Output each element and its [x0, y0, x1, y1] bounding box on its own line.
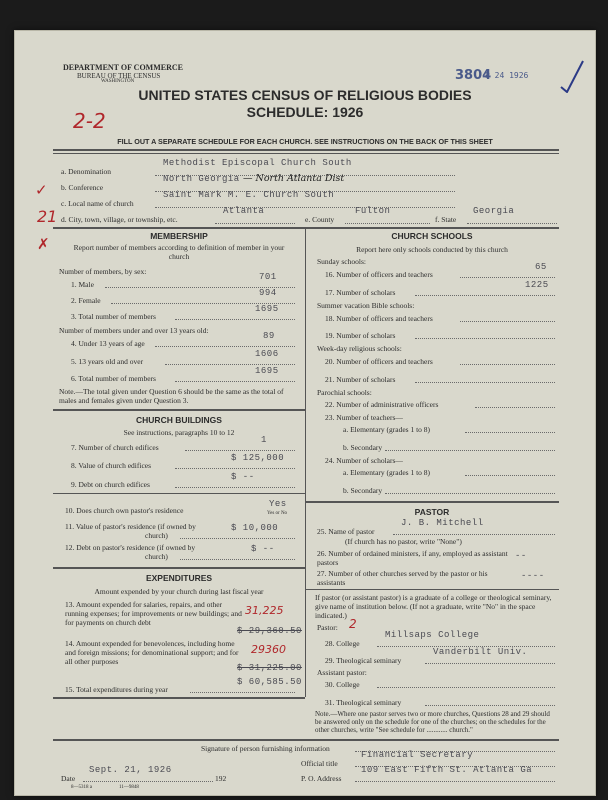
pastor-name-label: 25. Name of pastor	[317, 527, 375, 536]
official-title-label: Official title	[301, 759, 338, 768]
denomination-value: Methodist Episcopal Church South	[163, 158, 352, 168]
female-value: 994	[259, 288, 277, 298]
weekday-officers-label: 20. Number of officers and teachers	[325, 357, 433, 366]
city-field-label: d. City, town, village, or township, etc.	[61, 215, 178, 224]
sunday-officers-label: 16. Number of officers and teachers	[325, 270, 433, 279]
date-label: Date	[61, 774, 76, 783]
members-by-sex-label: Number of members, by sex:	[59, 267, 147, 276]
owns-residence-label: 10. Does church own pastor's residence	[65, 506, 184, 515]
residence-debt-label: 12. Debt on pastor's residence (if owned by	[65, 543, 196, 552]
under-13-label: 4. Under 13 years of age	[71, 339, 145, 348]
schools-intro: Report here only schools conducted by this church	[356, 245, 508, 254]
city-field-value: Atlanta	[223, 206, 265, 216]
buildings-sub: See instructions, paragraphs 10 to 12	[123, 428, 235, 437]
city-label: WASHINGTON	[101, 79, 135, 84]
instruction-line: FILL OUT A SEPARATE SCHEDULE FOR EACH CHURCH. SEE INSTRUCTIONS ON THE BACK OF THIS SHEET	[117, 137, 493, 146]
date-value: Sept. 21, 1926	[89, 765, 172, 775]
pastor-heading: PASTOR	[414, 507, 450, 517]
bureau-label: BUREAU OF THE CENSUS	[77, 72, 161, 80]
receipt-stamp-number: 3804	[455, 68, 492, 83]
handwritten-code: 2-2	[73, 109, 106, 133]
church-name-label: c. Local name of church	[61, 199, 134, 208]
other-churches-label: 27. Number of other churches served by the pastor or his assistants	[317, 569, 488, 587]
summer-schools-label: Summer vacation Bible schools:	[317, 301, 415, 310]
sunday-scholars-value: 1225	[525, 280, 549, 290]
running-expenses-value: $ 29,360.50	[237, 626, 302, 636]
edifices-label: 7. Number of church edifices	[71, 443, 159, 452]
edifice-debt-label: 9. Debt on church edifices	[71, 480, 150, 489]
receipt-stamp-date: P 24 1926	[485, 71, 529, 80]
male-value: 701	[259, 272, 277, 282]
sunday-scholars-label: 17. Number of scholars	[325, 288, 396, 297]
membership-intro: Report number of members according to definition of member in your church	[73, 243, 285, 261]
form-title: UNITED STATES CENSUS OF RELIGIOUS BODIES	[138, 87, 472, 103]
conference-value: North Georgia	[163, 174, 240, 184]
edifices-value: 1	[261, 435, 267, 445]
yes-no-hint: Yes or No	[267, 511, 288, 516]
college-value: Millsaps College	[385, 630, 480, 640]
asst-seminary-label: 31. Theological seminary	[325, 698, 402, 707]
total-members-value: 1695	[255, 304, 279, 314]
summer-officers-label: 18. Number of officers and teachers	[325, 314, 433, 323]
expenditures-sub: Amount expended by your church during last fiscal year	[94, 587, 264, 596]
conference-handwritten: — North Atlanta Dist	[243, 173, 345, 184]
year-suffix: 192	[215, 774, 227, 783]
college-label: 28. College	[325, 639, 360, 648]
teachers-label: 23. Number of teachers—	[325, 413, 403, 422]
assistant-pastor-label: Assistant pastor:	[317, 668, 367, 677]
state-label: f. State	[435, 215, 457, 224]
benevolences-value: $ 31,225.00	[237, 663, 302, 673]
margin-check-mark: ✓	[35, 181, 48, 199]
edifice-debt-value: $ --	[231, 472, 255, 482]
address-value: 109 East Fifth St. Atlanta Ga	[361, 765, 533, 775]
sunday-officers-value: 65	[535, 262, 547, 272]
margin-handwritten-number: 21	[37, 207, 58, 226]
over-13-label: 5. 13 years old and over	[71, 357, 144, 366]
form-number: 8—5318 a	[71, 785, 92, 790]
graduate-note: If pastor (or assistant pastor) is a graduate of a college or theological seminary, give name of institution below. (If not a graduate, write "No" in the space indicated.)	[315, 593, 552, 620]
membership-heading: MEMBERSHIP	[150, 231, 208, 241]
margin-x-mark: ✗	[37, 235, 50, 253]
membership-note: Note.—The total given under Question 6 should be the same as the total of males and females given under Question 3.	[59, 387, 284, 405]
owns-residence-value: Yes	[269, 499, 287, 509]
admin-officers-label: 22. Number of administrative officers	[325, 400, 439, 409]
total-expenditures-label: 15. Total expenditures during year	[65, 685, 168, 694]
residence-value-label: 11. Value of pastor's residence (if owned by	[65, 522, 196, 531]
address-label: P. O. Address	[301, 774, 342, 783]
over-13-value: 1606	[255, 349, 279, 359]
assistant-pastors-value: --	[515, 551, 527, 561]
assistant-pastors-label: 26. Number of ordained ministers, if any, employed as assistant pastors	[317, 549, 508, 567]
male-label: 1. Male	[71, 280, 94, 289]
expenditures-heading: EXPENDITURES	[145, 573, 213, 583]
teachers-secondary-label: b. Secondary	[343, 443, 383, 452]
seminary-value: Vanderbilt Univ.	[433, 647, 528, 657]
denomination-label: a. Denomination	[61, 167, 111, 176]
residence-debt-value: $ --	[251, 544, 275, 554]
edifice-value-label: 8. Value of church edifices	[71, 461, 152, 470]
department-label: DEPARTMENT OF COMMERCE	[63, 63, 184, 72]
total-members-2-label: 6. Total number of members	[71, 374, 156, 383]
running-expenses-label: 13. Amount expended for salaries, repairs, and other running expenses; for improvements or new buildings; and for payments on church debt	[65, 600, 242, 627]
other-churches-value: ----	[521, 571, 545, 581]
pastor-sub-label: Pastor:	[317, 623, 338, 632]
schools-heading: CHURCH SCHOOLS	[391, 231, 473, 241]
signature-label: Signature of person furnishing information	[201, 744, 330, 753]
under-13-value: 89	[263, 331, 275, 341]
running-expenses-handwritten: 31,225	[245, 604, 284, 617]
scholars-label: 24. Number of scholars—	[325, 456, 403, 465]
weekday-scholars-label: 21. Number of scholars	[325, 375, 396, 384]
benevolences-handwritten: 29360	[251, 643, 286, 656]
residence-value-label-2: church)	[145, 531, 168, 540]
benevolences-label: 14. Amount expended for benevolences, including home and foreign missions; for denominational support; and for all other purposes	[65, 639, 239, 666]
official-title-value: Financial Secretary	[361, 750, 474, 760]
total-members-label: 3. Total number of members	[71, 312, 156, 321]
seminary-label: 29. Theological seminary	[325, 656, 402, 665]
sunday-schools-label: Sunday schools:	[317, 257, 366, 266]
scholars-secondary-label: b. Secondary	[343, 486, 383, 495]
scholars-elementary-label: a. Elementary (grades 1 to 8)	[343, 468, 431, 477]
pastor-name-value: J. B. Mitchell	[401, 518, 484, 528]
weekday-schools-label: Week-day religious schools:	[317, 344, 402, 353]
age-intro-label: Number of members under and over 13 years old:	[59, 326, 209, 335]
buildings-heading: CHURCH BUILDINGS	[136, 415, 222, 425]
total-members-2-value: 1695	[255, 366, 279, 376]
asst-college-label: 30. College	[325, 680, 360, 689]
pastor-handwritten-mark: 2	[349, 617, 357, 631]
teachers-elementary-label: a. Elementary (grades 1 to 8)	[343, 425, 431, 434]
conference-label: b. Conference	[61, 183, 104, 192]
pastor-name-note: (If church has no pastor, write "None")	[345, 537, 462, 546]
edifice-value-value: $ 125,000	[231, 453, 285, 463]
county-label: e. County	[305, 215, 335, 224]
state-value: Georgia	[473, 206, 515, 216]
residence-value-value: $ 10,000	[231, 523, 279, 533]
female-label: 2. Female	[71, 296, 101, 305]
pastor-note: Note.—Where one pastor serves two or more churches, Questions 28 and 29 should be answered only on the schedule for one of the churches; on the schedules for the other churches, write "See schedule for ............ church."	[315, 710, 550, 734]
form-number-2: 11—9848	[119, 785, 139, 790]
church-name-value: Saint Mark M. E. Church South	[163, 190, 335, 200]
residence-debt-label-2: church)	[145, 552, 168, 561]
form-subtitle: SCHEDULE: 1926	[246, 104, 364, 120]
census-form-sheet	[14, 30, 596, 796]
summer-scholars-label: 19. Number of scholars	[325, 331, 396, 340]
county-value: Fulton	[355, 206, 391, 216]
total-expenditures-value: $ 60,585.50	[237, 677, 302, 687]
parochial-schools-label: Parochial schools:	[317, 388, 372, 397]
